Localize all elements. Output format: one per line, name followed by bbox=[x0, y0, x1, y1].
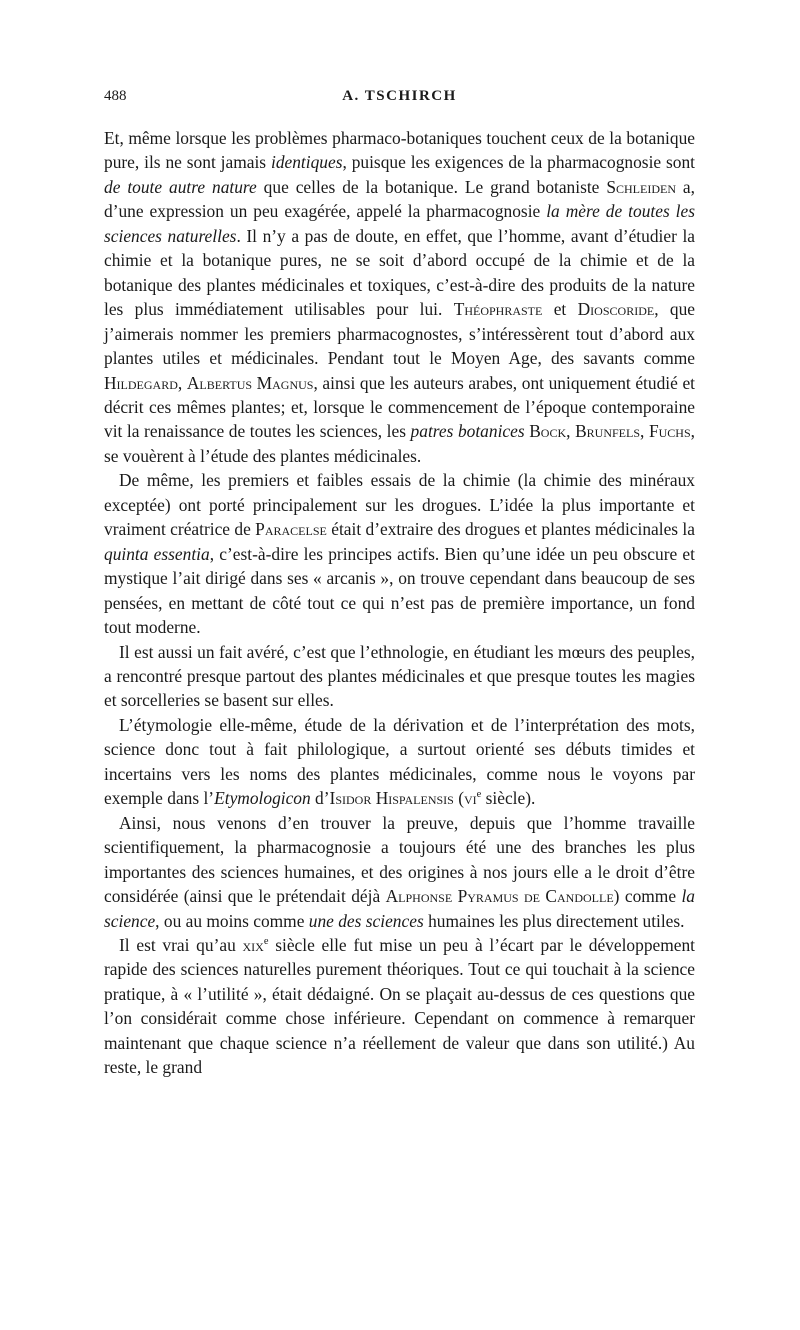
proper-name: vi bbox=[463, 788, 477, 809]
italic-text: la mère de toutes les sciences naturelles bbox=[104, 201, 695, 246]
text-run: ( bbox=[453, 788, 464, 809]
proper-name: xix bbox=[242, 934, 264, 955]
text-run: , c’est-à-dire les principes actifs. Bien qu’une idée un peu obscure et mystique l’ait dirigé dans ses « arcanis », on trouve cependant dans beaucoup de ses pensées, en mettant de côté tout ce qui n’est pas de première importance, un fond tout moderne. bbox=[104, 543, 695, 638]
text-run: siècle). bbox=[481, 788, 536, 809]
text-run: , bbox=[566, 421, 576, 442]
text-run: , bbox=[177, 372, 187, 393]
text-run: Il est aussi un fait avéré, c’est que l’ethnologie, en étudiant les mœurs des peuples, a rencontré presque partout des plantes médicinales et que presque toutes les magies et sorcelleries se basent sur elles. bbox=[104, 641, 695, 711]
proper-name: Schleiden bbox=[606, 176, 676, 197]
text-run: , ainsi que les auteurs arabes, ont uniquement étudié et décrit ces mêmes plantes; et, lorsque le commencement de l’époque contemporaine vit la renaissance de toutes les sciences, les bbox=[104, 372, 695, 442]
italic-text: patres botanices bbox=[410, 421, 525, 442]
text-run: De même, les premiers et faibles essais de la chimie (la chimie des minéraux exceptée) ont porté principalement sur les drogues. L’idée la plus importante et vraiment créatrice de bbox=[104, 470, 695, 540]
running-head bbox=[104, 88, 695, 118]
text-run: humaines les plus directement utiles. bbox=[423, 910, 685, 931]
superscript: e bbox=[263, 936, 269, 948]
proper-name: Théophraste bbox=[453, 299, 543, 320]
page-number: 488 bbox=[104, 88, 127, 104]
book-page bbox=[104, 88, 695, 1080]
paragraph-4 bbox=[104, 713, 695, 811]
proper-name: Hildegard bbox=[104, 372, 178, 393]
text-run: d’ bbox=[310, 788, 330, 809]
text-run: . Il n’y a pas de doute, en effet, que l’homme, avant d’étudier la chimie et la botanique pures, ne se soit d’abord occupé de la chimie et de la botanique des plantes médicinales et toxiques, c’est-à-dire des produits de la nature les plus immédiatement utilisables pour lui. bbox=[104, 225, 695, 320]
text-run: ) comme bbox=[613, 886, 682, 907]
paragraph-3 bbox=[104, 640, 695, 713]
italic-text: Etymologicon bbox=[214, 788, 311, 809]
proper-name: Paracelse bbox=[255, 519, 327, 540]
italic-text: identiques bbox=[270, 152, 343, 173]
italic-text: une des sciences bbox=[308, 910, 424, 931]
text-run: et bbox=[542, 299, 578, 320]
italic-text: de toute autre nature bbox=[104, 176, 257, 197]
running-title: A. TSCHIRCH bbox=[342, 88, 457, 104]
text-run: , que j’aimerais nommer les premiers pharmacognostes, s’intéressèrent tout d’abord aux plantes utiles et médicinales. Pendant tout le Moyen Age, des savants comme bbox=[104, 299, 695, 369]
text-run: siècle elle fut mise un peu à l’écart par le développement rapide des sciences naturelles purement théoriques. Tout ce qui touchait à la science pratique, à « l’utilité », était dédaigné. On se plaçait au-dessus de ces questions que l’on considérait comme chose inférieure. Cependant on commence à remarquer maintenant que chaque science n’a réellement de valeur que dans son utilité.) Au reste, le grand bbox=[104, 934, 696, 1078]
paragraph-2 bbox=[104, 468, 695, 639]
text-run: Ainsi, nous venons d’en trouver la preuve, depuis que l’homme travaille scientifiquement, la pharmacognosie a toujours été une des branches les plus importantes des sciences humaines, et des origines à nos jours elle a le droit d’être considérée (ainsi que le prétendait déjà bbox=[104, 812, 695, 907]
italic-text: quinta essentia bbox=[104, 543, 210, 564]
proper-name: Fuchs bbox=[648, 421, 691, 442]
proper-name: Brunfels bbox=[575, 421, 641, 442]
text-run: a, d’une expression un peu exagérée, appelé la pharmacognosie bbox=[104, 176, 695, 222]
paragraph-1 bbox=[104, 126, 695, 468]
proper-name: Bock bbox=[529, 421, 567, 442]
text-run: , ou au moins comme bbox=[155, 910, 309, 931]
proper-name: Alphonse Pyramus de Candolle bbox=[385, 886, 614, 907]
text-run: était d’extraire des drogues et plantes médicinales la bbox=[326, 519, 695, 540]
proper-name: Isidor Hispalensis bbox=[329, 788, 454, 809]
text-run: Et, même lorsque les problèmes pharmaco-botaniques touchent ceux de la botanique pure, ils ne sont jamais bbox=[104, 128, 695, 173]
proper-name: Dioscoride bbox=[577, 299, 655, 320]
proper-name: Albertus Magnus bbox=[186, 372, 314, 393]
body-text bbox=[104, 126, 695, 1080]
superscript: e bbox=[476, 789, 482, 801]
text-run: , bbox=[640, 421, 649, 442]
paragraph-6 bbox=[104, 933, 695, 1080]
text-run: , puisque les exigences de la pharmacognosie sont bbox=[342, 152, 696, 173]
text-run: que celles de la botanique. Le grand botaniste bbox=[256, 176, 607, 197]
paragraph-5 bbox=[104, 811, 695, 933]
italic-text: la science bbox=[104, 886, 695, 931]
text-run: Il est vrai qu’au bbox=[119, 934, 243, 955]
text-run: , se vouèrent à l’étude des plantes médicinales. bbox=[104, 421, 695, 466]
text-run: L’étymologie elle-même, étude de la dérivation et de l’interprétation des mots, science donc tout à fait philologique, a surtout orienté ses débuts timides et incertains vers les noms des plantes médicinales, comme nous le voyons par exemple dans l’ bbox=[104, 714, 695, 809]
